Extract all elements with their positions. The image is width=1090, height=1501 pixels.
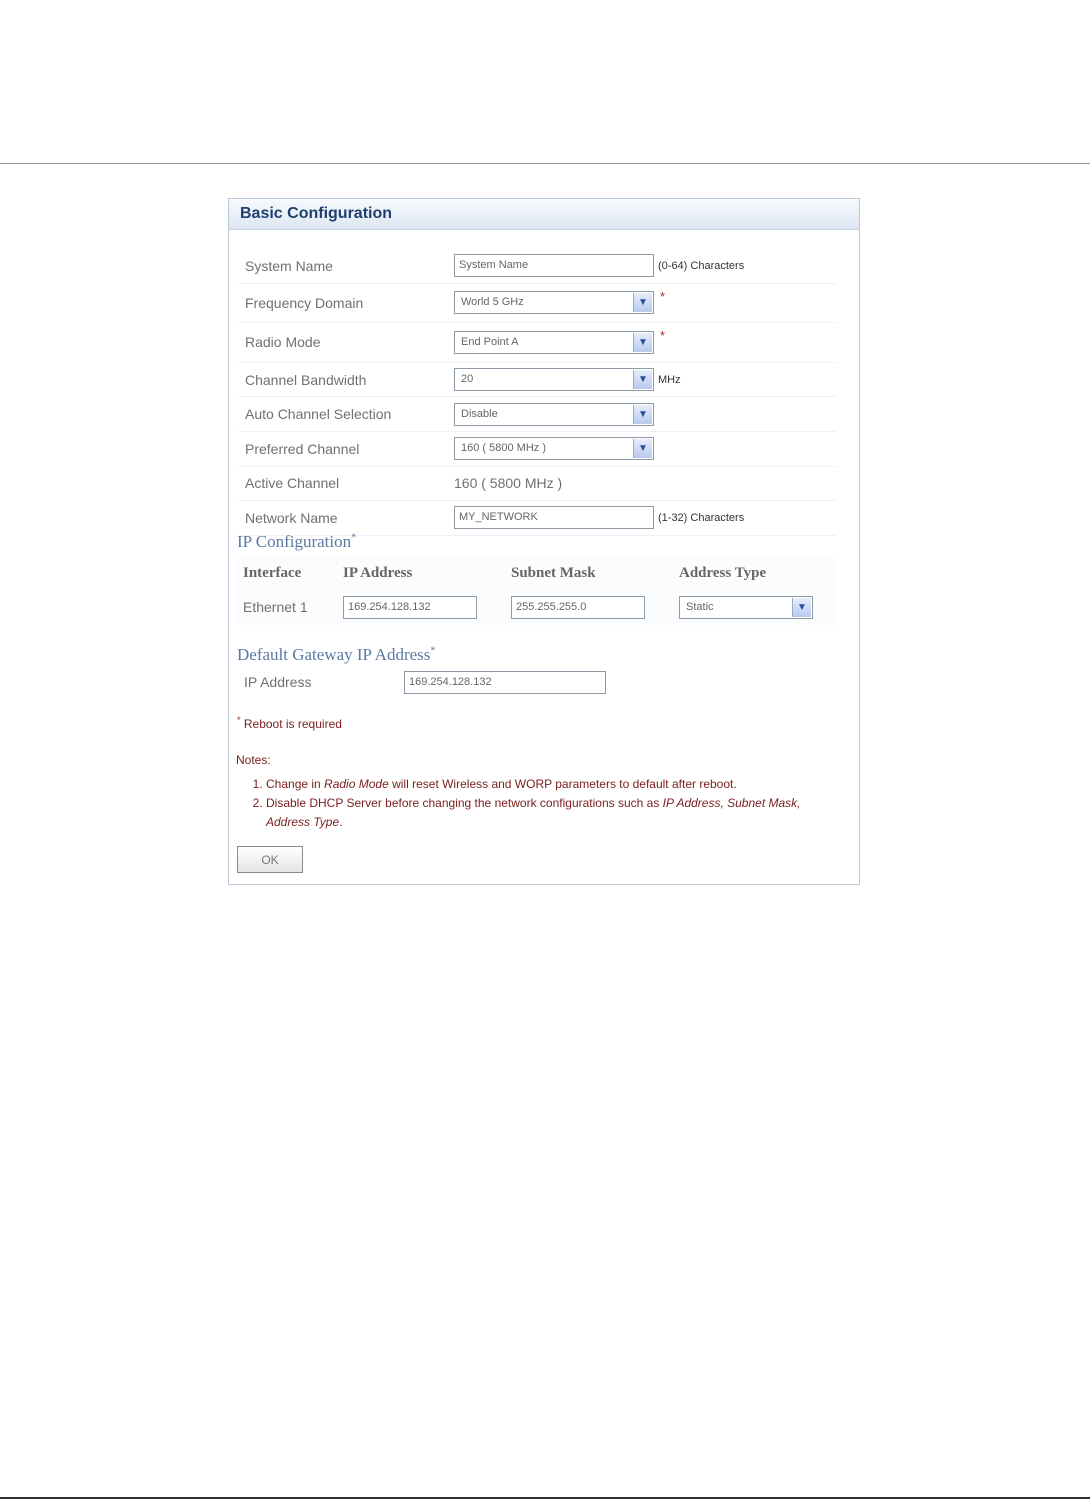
ip-configuration-title [237, 532, 356, 552]
required-marker: * [654, 323, 836, 363]
column-interface: Interface [243, 564, 302, 581]
chevron-down-icon[interactable]: ▼ [633, 293, 652, 312]
row-frequency-domain [238, 283, 836, 323]
frequency-domain-label: Frequency Domain [238, 283, 454, 323]
note-emphasis: IP Address, Subnet Mask, Address Type [266, 796, 801, 829]
radio-mode-label: Radio Mode [238, 323, 454, 363]
column-subnet-mask: Subnet Mask [511, 564, 596, 581]
list-item [266, 794, 846, 832]
chevron-down-icon[interactable]: ▼ [792, 598, 811, 617]
reboot-note [237, 715, 342, 731]
basic-settings-table [238, 249, 836, 536]
preferred-channel-select[interactable] [454, 437, 654, 460]
row-network-name [238, 501, 836, 536]
default-gateway-title [237, 645, 435, 665]
ip-table-header [237, 557, 837, 589]
list-item [266, 775, 846, 794]
top-divider [0, 163, 1090, 164]
gateway-ip-label: IP Address [244, 674, 312, 690]
required-marker: * [430, 645, 436, 657]
preferred-channel-value: 160 ( 5800 MHz ) [461, 442, 546, 455]
chevron-down-icon[interactable]: ▼ [633, 333, 652, 352]
network-name-label: Network Name [238, 501, 454, 536]
row-auto-channel [238, 397, 836, 432]
active-channel-value: 160 ( 5800 MHz ) [454, 466, 654, 501]
row-system-name [238, 249, 836, 283]
network-name-hint: (1-32) Characters [654, 501, 836, 536]
row-radio-mode [238, 323, 836, 363]
active-channel-label: Active Channel [238, 466, 454, 501]
channel-bandwidth-label: Channel Bandwidth [238, 362, 454, 397]
basic-configuration-panel [228, 198, 860, 885]
radio-mode-value: End Point A [461, 335, 519, 348]
channel-bandwidth-unit: MHz [654, 362, 836, 397]
ip-address-input[interactable]: 169.254.128.132 [343, 596, 477, 619]
notes-list [236, 775, 846, 832]
preferred-channel-label: Preferred Channel [238, 431, 454, 466]
ip-configuration-title-text: IP Configuration [237, 532, 352, 551]
note-emphasis: Radio Mode [324, 777, 389, 791]
auto-channel-select[interactable] [454, 403, 654, 426]
subnet-mask-input[interactable]: 255.255.255.0 [511, 596, 645, 619]
panel-title: Basic Configuration [229, 199, 859, 230]
notes-title: Notes: [236, 753, 271, 767]
network-name-input[interactable]: MY_NETWORK [454, 506, 654, 529]
row-active-channel [238, 466, 836, 501]
frequency-domain-value: World 5 GHz [461, 296, 524, 309]
auto-channel-value: Disable [461, 407, 498, 420]
reboot-text: Reboot is required [243, 717, 342, 731]
chevron-down-icon[interactable]: ▼ [633, 405, 652, 424]
chevron-down-icon[interactable]: ▼ [633, 370, 652, 389]
gateway-ip-input[interactable]: 169.254.128.132 [404, 671, 606, 694]
required-marker: * [237, 715, 241, 725]
radio-mode-select[interactable] [454, 331, 654, 354]
note-text: Change in [266, 777, 325, 791]
default-gateway-title-text: Default Gateway IP Address [237, 645, 431, 664]
required-marker: * [654, 283, 836, 323]
auto-channel-label: Auto Channel Selection [238, 397, 454, 432]
table-row [237, 589, 837, 625]
note-text: will reset Wireless and WORP parameters to default after reboot. [388, 777, 737, 791]
system-name-hint: (0-64) Characters [654, 249, 836, 283]
channel-bandwidth-value: 20 [461, 373, 474, 386]
chevron-down-icon[interactable]: ▼ [633, 439, 652, 458]
address-type-value: Static [686, 600, 714, 613]
system-name-input[interactable]: System Name [454, 254, 654, 277]
ok-button[interactable]: OK [237, 846, 303, 873]
row-channel-bandwidth [238, 362, 836, 397]
address-type-select[interactable] [679, 596, 813, 619]
required-marker: * [351, 532, 357, 544]
row-preferred-channel [238, 431, 836, 466]
system-name-label: System Name [238, 249, 454, 283]
ip-configuration-table [237, 557, 837, 625]
column-ip-address: IP Address [343, 564, 413, 581]
note-text: . [339, 815, 343, 829]
column-address-type: Address Type [679, 564, 767, 581]
note-text: Disable DHCP Server before changing the network configurations such as [266, 796, 663, 810]
bottom-divider [0, 1497, 1090, 1499]
frequency-domain-select[interactable] [454, 291, 654, 314]
interface-value: Ethernet 1 [243, 599, 308, 615]
channel-bandwidth-select[interactable] [454, 368, 654, 391]
